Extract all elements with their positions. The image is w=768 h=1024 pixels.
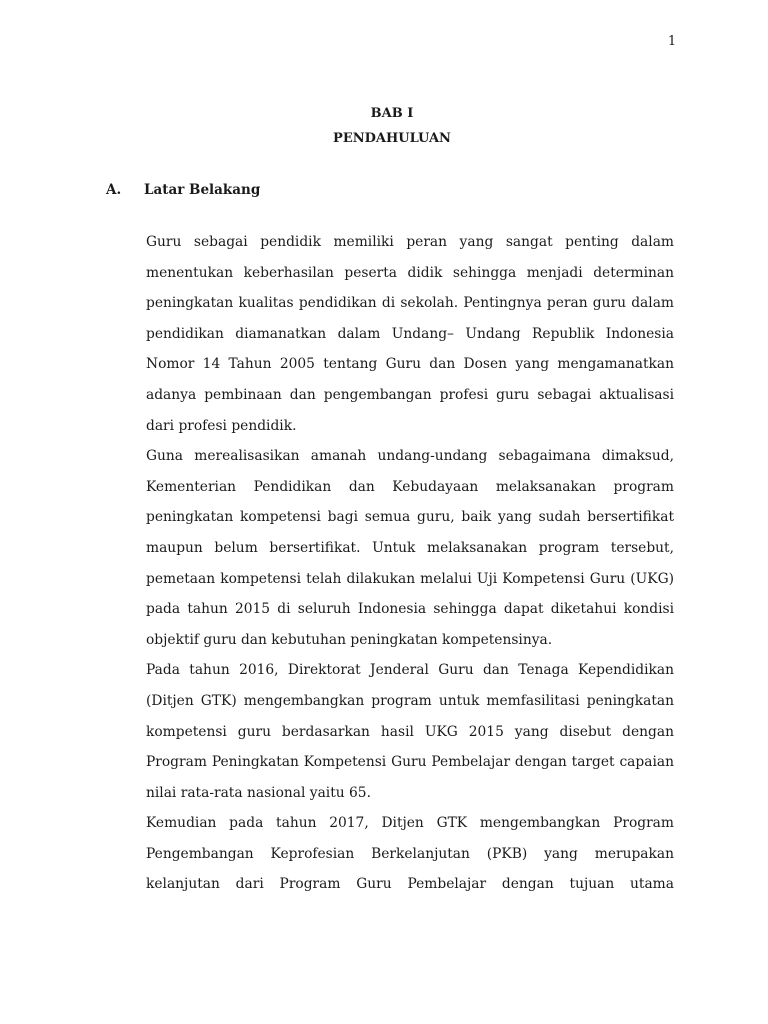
chapter-title: PENDAHULUAN xyxy=(333,131,451,146)
paragraph: Pada tahun 2016, Direktorat Jenderal Guru dan Tenaga Kependidikan (Ditjen GTK) mengembangkan program untuk memfasilitasi peningkatan kompetensi guru berdasarkan hasil UKG 2015 yang disebut dengan Program Peningkatan Kompetensi Guru Pembelajar dengan target capaian nilai rata-rata nasional yaitu 65. xyxy=(146,662,674,801)
page-number: 1 xyxy=(667,34,677,49)
paragraph: Guru sebagai pendidik memiliki peran yang sangat penting dalam menentukan keberhasilan peserta didik sehingga menjadi determinan peningkatan kualitas pendidikan di sekolah. Pentingnya peran guru dalam pendidikan diamanatkan dalam Undang– Undang Republik Indonesia Nomor 14 Tahun 2005 tentang Guru dan Dosen yang mengamanatkan adanya pembinaan dan pengembangan profesi guru sebagai aktualisasi dari profesi pendidik. xyxy=(146,234,674,434)
section-letter: A. xyxy=(106,182,122,198)
paragraph: Kemudian pada tahun 2017, Ditjen GTK mengembangkan Program Pengembangan Keprofesian Berkelanjutan (PKB) yang merupakan kelanjutan dari Program Guru Pembelajar dengan tujuan utama xyxy=(146,815,674,893)
section-title: Latar Belakang xyxy=(144,182,261,198)
paragraph: Guna merealisasikan amanah undang-undang sebagaimana dimaksud, Kementerian Pendidikan dan Kebudayaan melaksanakan program peningkatan kompetensi bagi semua guru, baik yang sudah bersertifikat maupun belum bersertifikat. Untuk melaksanakan program tersebut, pemetaan kompetensi telah dilakukan melalui Uji Kompetensi Guru (UKG) pada tahun 2015 di seluruh Indonesia sehingga dapat diketahui kondisi objektif guru dan kebutuhan peningkatan kompetensinya. xyxy=(146,448,674,648)
body-text xyxy=(146,227,674,900)
section-heading xyxy=(106,182,260,198)
chapter-label: BAB I xyxy=(370,106,414,121)
